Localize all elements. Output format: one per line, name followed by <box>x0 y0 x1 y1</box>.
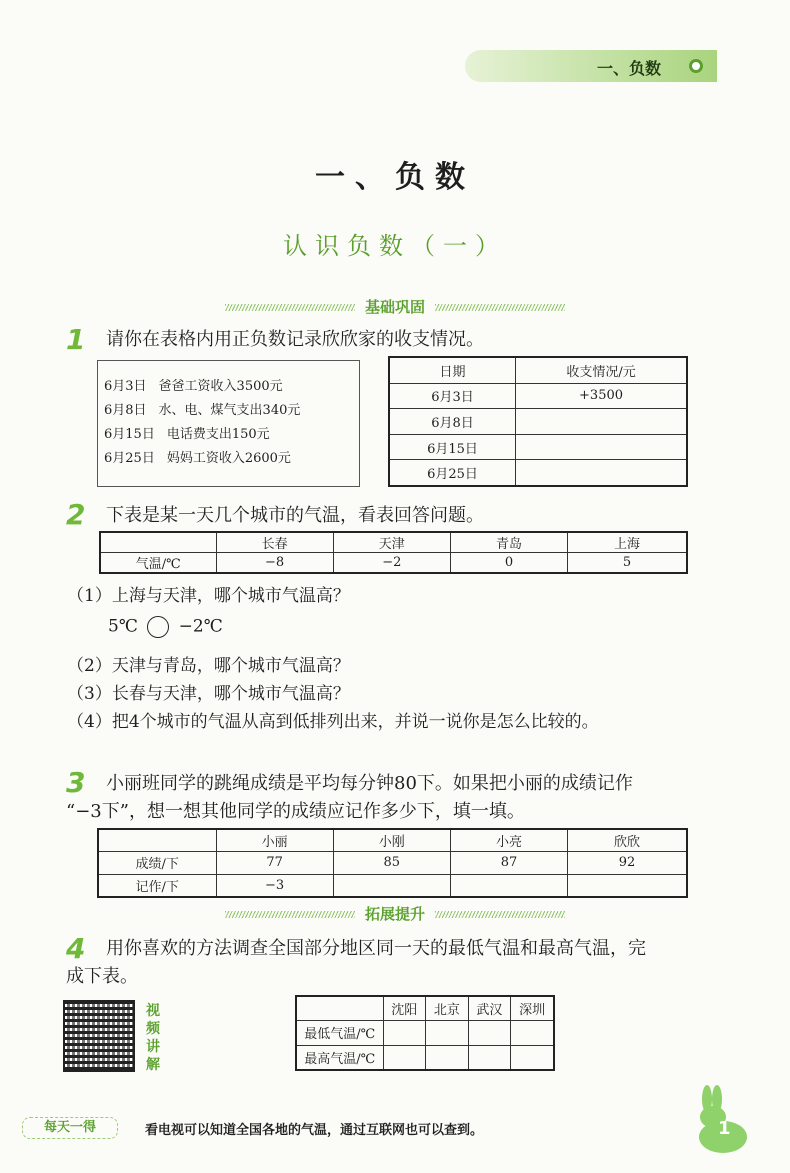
table-cell: 5 <box>568 553 687 574</box>
records-box <box>97 360 360 487</box>
table-cell: −3 <box>216 874 333 897</box>
table-cell: 气温/℃ <box>100 553 216 574</box>
lesson-title: 认识负数（一） <box>283 232 507 260</box>
record: 6月25日 妈妈工资收入2600元 <box>104 451 291 466</box>
sub-question-1: （1）上海与天津，哪个城市气温高？ <box>67 586 350 606</box>
table-cell: 6月3日 <box>389 383 516 409</box>
section-extend-label: 拓展提升 <box>364 905 425 923</box>
daily-tip-text: 看电视可以知道全国各地的气温，通过互联网也可以查到。 <box>145 1123 484 1138</box>
table-cell: 小亮 <box>450 829 567 852</box>
table-cell: −2 <box>333 553 450 574</box>
sub-question-4: （4）把4个城市的气温从高到低排列出来，并说一说你是怎么比较的。 <box>67 712 599 732</box>
table-cell: 最高气温/℃ <box>296 1045 383 1070</box>
table-cell: 小丽 <box>216 829 333 852</box>
table-cell: 青岛 <box>450 532 567 553</box>
question-number-3: 3 <box>66 766 86 799</box>
section-basic <box>0 296 790 317</box>
table-cell: −8 <box>216 553 333 574</box>
table-cell: 武汉 <box>468 996 511 1021</box>
question-3-text-2: “−3下”，想一想其他同学的成绩应记作多少下，填一填。 <box>66 801 525 822</box>
table-cell: 上海 <box>568 532 687 553</box>
table-cell: 收支情况/元 <box>516 357 687 383</box>
table-cell: 北京 <box>426 996 469 1021</box>
table-cell <box>296 996 383 1021</box>
table-cell: 日期 <box>389 357 516 383</box>
answer-cell[interactable] <box>568 874 687 897</box>
section-basic-label: 基础巩固 <box>364 298 425 316</box>
table-cell: 77 <box>216 852 333 874</box>
video-label[interactable]: 视频讲解 <box>146 1003 160 1073</box>
table-cell <box>98 829 216 852</box>
income-table <box>388 356 688 487</box>
survey-table <box>295 995 555 1071</box>
answer-cell[interactable] <box>450 874 567 897</box>
table-cell: 6月15日 <box>389 434 516 460</box>
table-cell: 87 <box>450 852 567 874</box>
question-number-1: 1 <box>66 323 86 356</box>
compare-row: 5℃ −2℃ <box>108 616 223 637</box>
page-title: 一、负数 <box>315 160 475 195</box>
question-number-2: 2 <box>66 498 86 531</box>
sub-question-3: （3）长春与天津，哪个城市气温高？ <box>67 684 350 704</box>
table-cell: 长春 <box>216 532 333 553</box>
jump-rope-table <box>97 828 688 898</box>
table-cell: 记作/下 <box>98 874 216 897</box>
circle-icon <box>689 59 703 73</box>
answer-cell[interactable] <box>516 460 687 486</box>
temperature-table <box>99 531 688 574</box>
record: 6月15日 电话费支出150元 <box>104 427 270 442</box>
chapter-tab-label: 一、负数 <box>597 59 662 78</box>
page-number: 1 <box>718 1118 731 1139</box>
record: 6月8日 水、电、煤气支出340元 <box>104 403 301 418</box>
question-4-text-2: 成下表。 <box>66 966 138 987</box>
answer-cell[interactable] <box>516 409 687 435</box>
table-cell: 深圳 <box>511 996 554 1021</box>
daily-tip-label: 每天一得 <box>22 1117 118 1139</box>
answer-cell[interactable] <box>516 434 687 460</box>
answer-cell[interactable] <box>468 1021 511 1045</box>
section-extend <box>0 903 790 924</box>
question-3-text-1: 小丽班同学的跳绳成绩是平均每分钟80下。如果把小丽的成绩记作 <box>106 773 633 794</box>
answer-cell[interactable] <box>511 1045 554 1070</box>
question-4-text-1: 用你喜欢的方法调查全国部分地区同一天的最低气温和最高气温，完 <box>106 938 646 959</box>
table-cell: 天津 <box>333 532 450 553</box>
answer-cell[interactable] <box>426 1021 469 1045</box>
table-cell: 6月8日 <box>389 409 516 435</box>
table-cell: 85 <box>333 852 450 874</box>
table-cell: 小刚 <box>333 829 450 852</box>
answer-cell[interactable] <box>383 1045 426 1070</box>
chapter-tab <box>465 50 717 82</box>
sub-question-2: （2）天津与青岛，哪个城市气温高？ <box>67 656 350 676</box>
question-1-text: 请你在表格内用正负数记录欣欣家的收支情况。 <box>106 329 484 350</box>
answer-cell[interactable] <box>333 874 450 897</box>
table-cell: 最低气温/℃ <box>296 1021 383 1045</box>
table-cell: 92 <box>568 852 687 874</box>
compare-circle[interactable] <box>147 616 169 638</box>
question-number-4: 4 <box>66 932 86 965</box>
table-cell: 沈阳 <box>383 996 426 1021</box>
answer-cell[interactable] <box>468 1045 511 1070</box>
table-cell <box>100 532 216 553</box>
answer-cell[interactable] <box>511 1021 554 1045</box>
table-cell: 成绩/下 <box>98 852 216 874</box>
table-cell: +3500 <box>516 383 687 409</box>
record: 6月3日 爸爸工资收入3500元 <box>104 379 283 394</box>
answer-cell[interactable] <box>426 1045 469 1070</box>
table-cell: 欣欣 <box>568 829 687 852</box>
question-2-text: 下表是某一天几个城市的气温，看表回答问题。 <box>106 505 484 526</box>
answer-cell[interactable] <box>383 1021 426 1045</box>
table-cell: 0 <box>450 553 567 574</box>
table-cell: 6月25日 <box>389 460 516 486</box>
qr-code[interactable] <box>63 1000 135 1072</box>
